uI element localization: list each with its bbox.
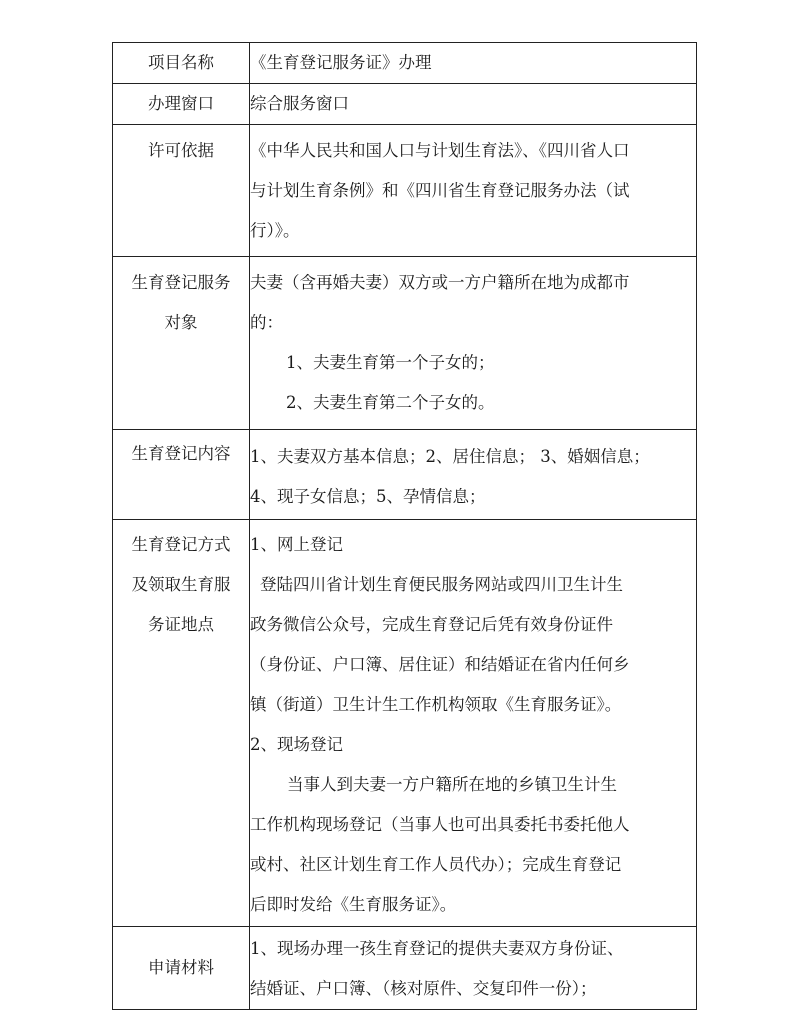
row-label-text: 对象 [164, 313, 198, 332]
value-line: 夫妻（含再婚夫妻）双方或一方户籍所在地为成都市 [250, 273, 630, 292]
row-label [113, 520, 250, 927]
row-value [250, 430, 697, 520]
row-label-text: 项目名称 [148, 53, 214, 72]
row-label [113, 927, 250, 1010]
row-label [113, 430, 250, 520]
value-line: 行）》。 [250, 221, 300, 240]
value-line: 登陆四川省计划生育便民服务网站或四川卫生计生 [260, 575, 623, 594]
table-row [113, 84, 697, 125]
row-label [113, 125, 250, 257]
row-label [113, 84, 250, 125]
value-line: 1、夫妻双方基本信息；2、居住信息； 3、婚姻信息； [250, 447, 650, 466]
value-line: 2、现场登记 [250, 735, 343, 754]
row-value-text: 《生育登记服务证》办理 [250, 53, 432, 72]
row-label-text: 许可依据 [148, 141, 214, 160]
value-line: 的： [250, 313, 283, 332]
value-line: 2、夫妻生育第二个子女的。 [286, 393, 495, 412]
row-label [113, 43, 250, 84]
value-line: 4、现子女信息；5、孕情信息； [250, 487, 486, 506]
table-row [113, 927, 697, 1010]
value-line: 1、夫妻生育第一个子女的； [286, 353, 495, 372]
value-line: 《中华人民共和国人口与计划生育法》、《四川省人口 [250, 141, 630, 160]
row-label-text: 务证地点 [148, 615, 214, 634]
value-line: 工作机构现场登记（当事人也可出具委托书委托他人 [250, 815, 630, 834]
table-row [113, 125, 697, 257]
table-row [113, 520, 697, 927]
table-row [113, 43, 697, 84]
value-line: 结婚证、户口簿、（核对原件、交复印件一份）； [250, 979, 597, 998]
row-value [250, 520, 697, 927]
row-value [250, 84, 697, 125]
value-line: 后即时发给《生育服务证》。 [250, 895, 457, 914]
value-line: 1、现场办理一孩生育登记的提供夫妻双方身份证、 [250, 939, 624, 958]
value-line: 镇（街道）卫生计生工作机构领取《生育服务证》。 [250, 695, 622, 714]
row-value [250, 927, 697, 1010]
row-label-text: 生育登记方式 [131, 535, 231, 554]
table-row [113, 257, 697, 430]
value-line: 当事人到夫妻一方户籍所在地的乡镇卫生计生 [287, 775, 617, 794]
row-label-text: 生育登记服务 [131, 273, 231, 292]
row-label-text: 申请材料 [148, 958, 214, 977]
row-value [250, 43, 697, 84]
row-label [113, 257, 250, 430]
value-line: 与计划生育条例》和《四川省生育登记服务办法（试 [250, 181, 630, 200]
value-line: 政务微信公众号，完成生育登记后凭有效身份证件 [250, 615, 613, 634]
row-label-text: 及领取生育服 [131, 575, 231, 594]
value-line: 1、网上登记 [250, 535, 343, 554]
row-label-text: 生育登记内容 [131, 444, 231, 463]
row-value [250, 125, 697, 257]
row-value-text: 综合服务窗口 [250, 94, 349, 113]
table-row [113, 430, 697, 520]
row-value [250, 257, 697, 430]
value-line: 或村、社区计划生育工作人员代办）；完成生育登记 [250, 855, 622, 874]
value-line: （身份证、户口簿、居住证）和结婚证在省内任何乡 [250, 655, 630, 674]
row-label-text: 办理窗口 [148, 94, 214, 113]
service-info-table [112, 42, 697, 1010]
